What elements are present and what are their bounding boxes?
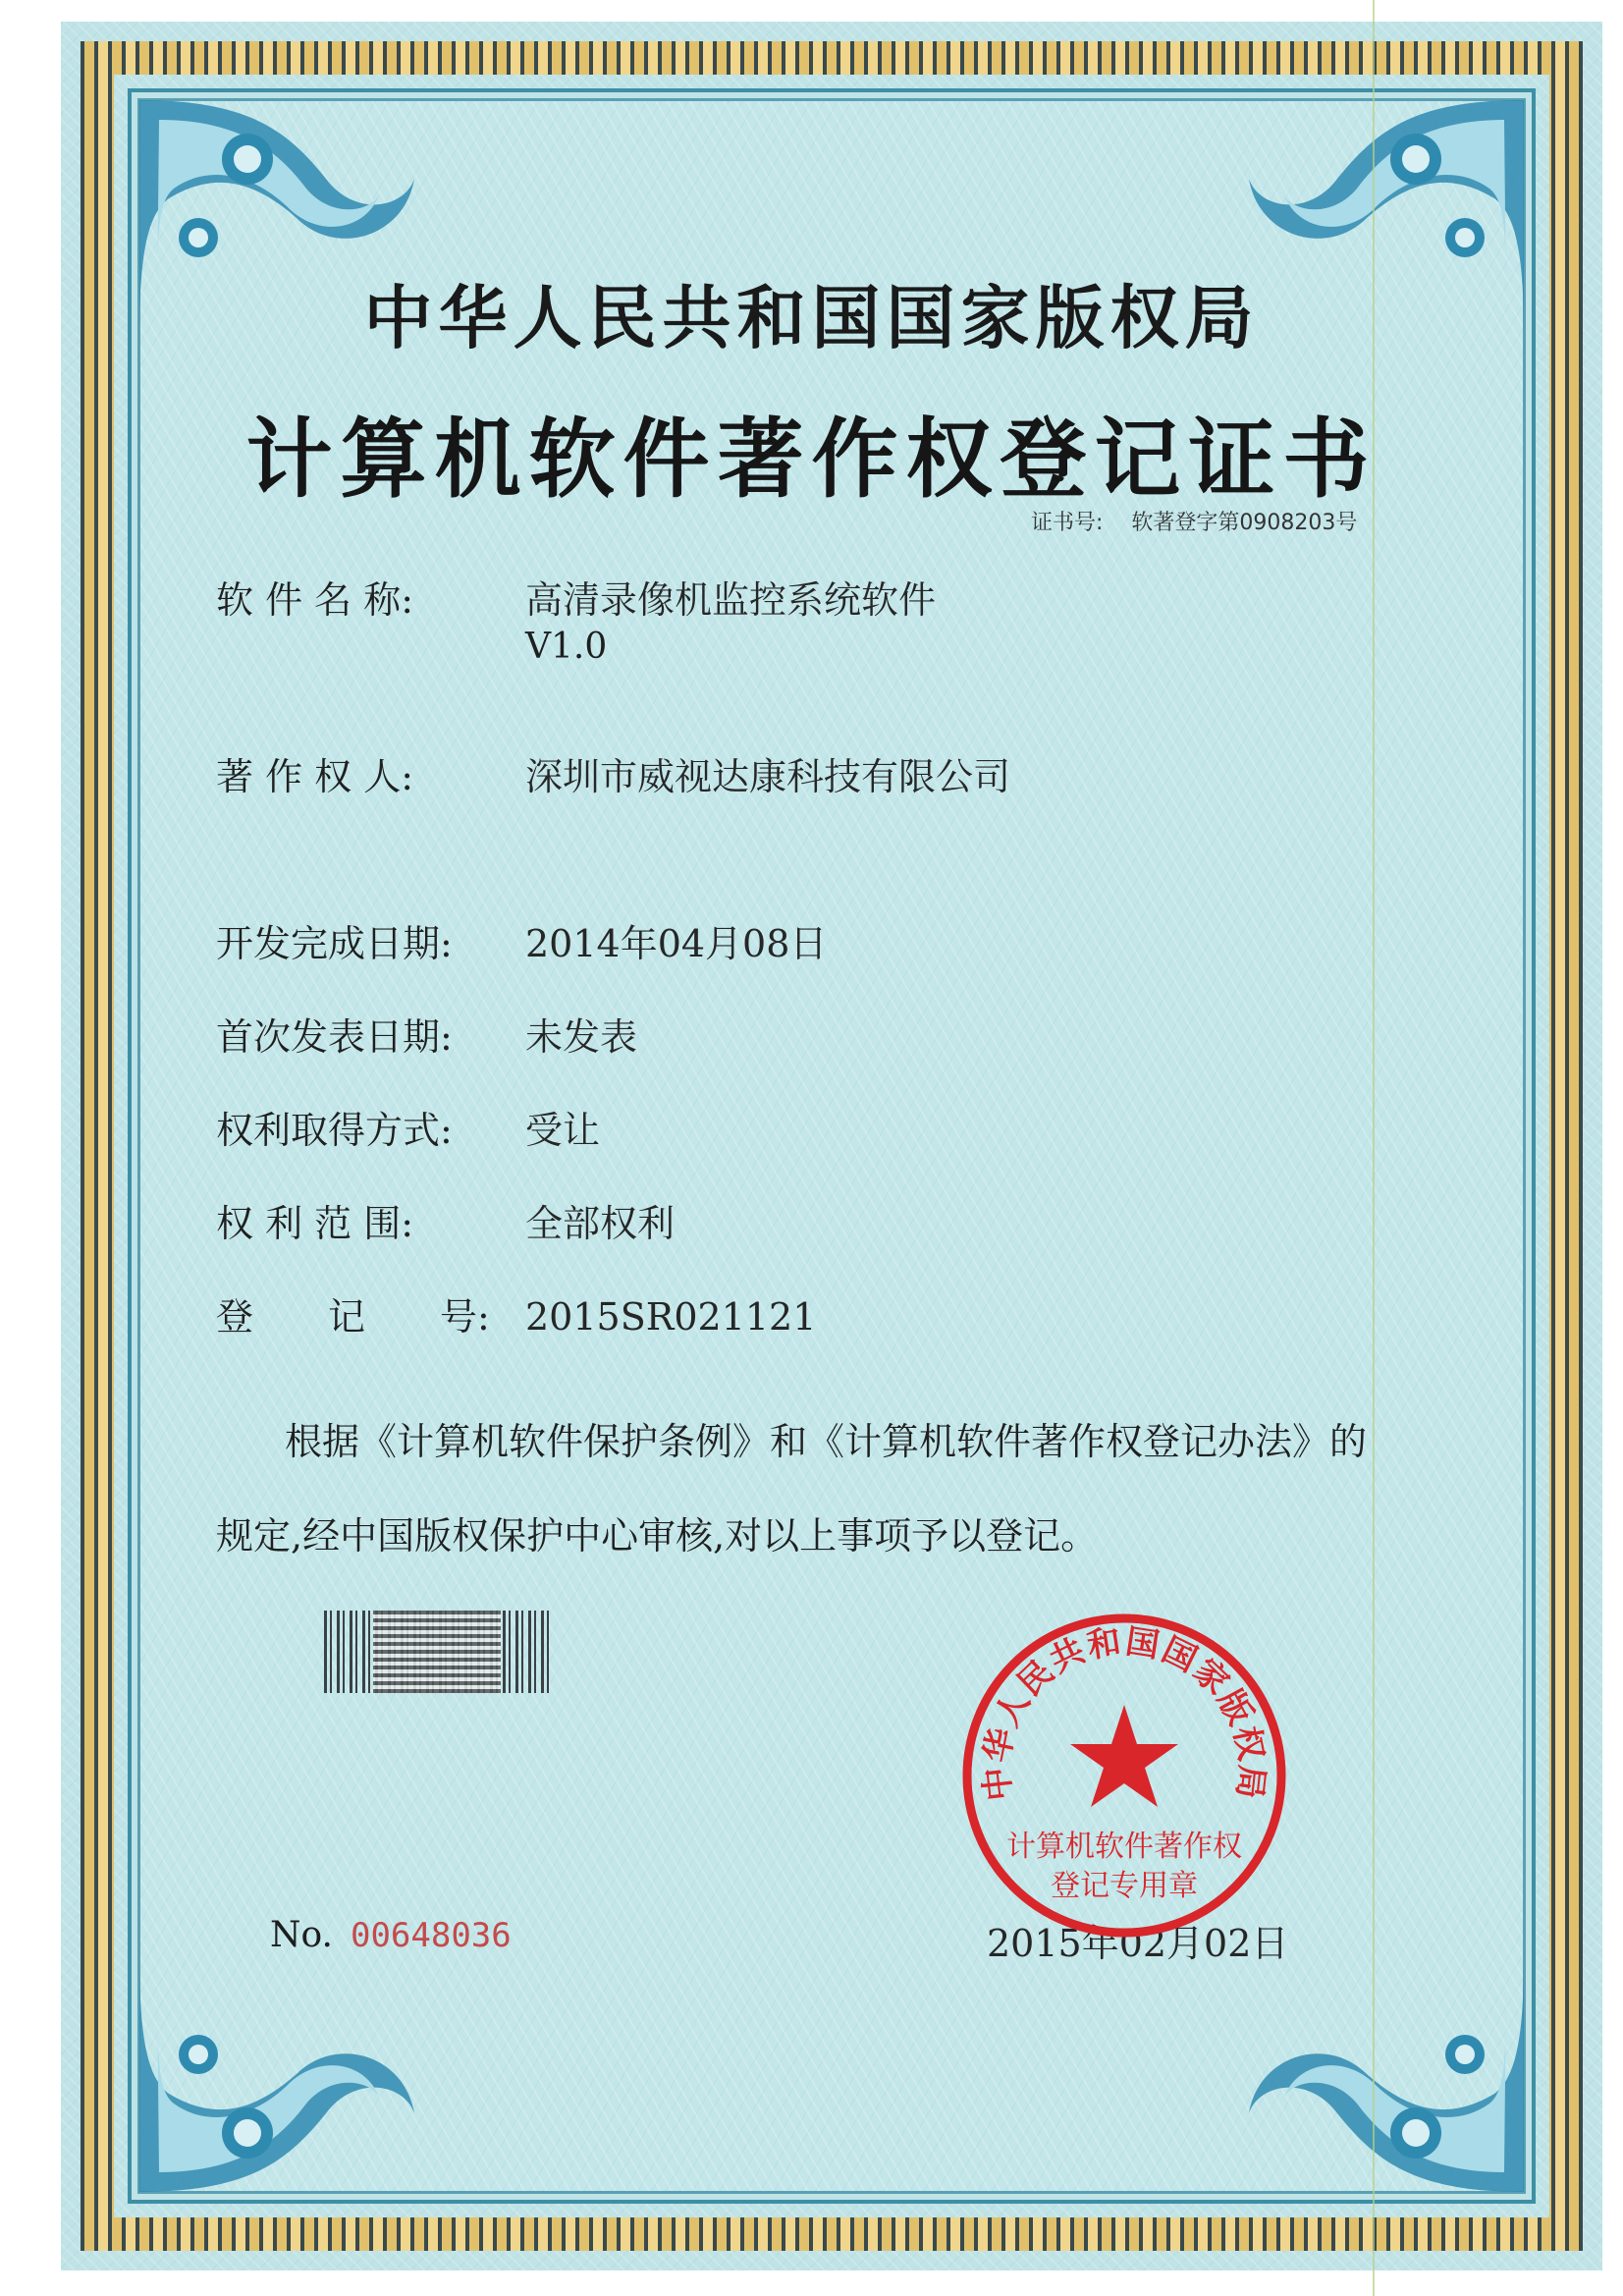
dev-completion-value: 2014年04月08日	[525, 922, 828, 965]
field-copyright-owner	[216, 746, 1010, 800]
official-seal	[957, 1609, 1291, 1942]
registration-no-value: 2015SR021121	[525, 1295, 817, 1339]
corner-ornament-icon	[1239, 1946, 1534, 2202]
rights-scope-label: 权 利 范 围:	[216, 1202, 414, 1245]
certificate-number-value: 软著登字第0908203号	[1131, 511, 1358, 535]
first-publication-label: 首次发表日期:	[216, 1015, 453, 1059]
copyright-owner-label: 著 作 权 人:	[216, 755, 414, 798]
statement-line-1: 根据《计算机软件保护条例》和《计算机软件著作权登记办法》的	[285, 1420, 1368, 1463]
rights-scope-value: 全部权利	[525, 1202, 676, 1245]
field-software-name	[216, 570, 937, 667]
seal-star-icon	[1070, 1705, 1178, 1807]
software-version: V1.0	[525, 627, 608, 667]
certificate-title: 计算机软件著作权登记证书	[245, 408, 1378, 510]
serial-number	[270, 1915, 512, 1955]
corner-ornament-icon	[130, 1946, 424, 2202]
software-name-value: 高清录像机监控系统软件	[525, 578, 937, 622]
dev-completion-label: 开发完成日期:	[216, 922, 453, 965]
field-first-publication	[216, 1007, 637, 1061]
statement-line-2: 规定,经中国版权保护中心审核,对以上事项予以登记。	[216, 1514, 1099, 1558]
field-dev-completion	[216, 913, 827, 967]
qr-code-icon	[373, 1611, 501, 1693]
seal-inner-line2: 登记专用章	[1051, 1869, 1198, 1903]
issuer-title: 中华人民共和国国家版权局	[363, 277, 1260, 358]
registration-no-label: 登 记 号:	[216, 1295, 490, 1339]
seal-inner-line1: 计算机软件著作权	[1006, 1830, 1242, 1864]
certificate-number	[1031, 506, 1357, 536]
software-name-label: 软 件 名 称:	[216, 578, 414, 622]
rights-acquisition-value: 受让	[525, 1109, 601, 1152]
field-rights-scope	[216, 1193, 675, 1247]
issue-date: 2015年02月02日	[987, 1922, 1289, 1965]
first-publication-value: 未发表	[525, 1015, 638, 1059]
barcode-icon	[324, 1611, 552, 1693]
seal-outer-text: 中华人民共和国国家版权局	[976, 1621, 1272, 1803]
serial-label: No.	[270, 1915, 333, 1955]
certificate-number-label: 证书号:	[1031, 511, 1104, 535]
copyright-owner-value: 深圳市威视达康科技有限公司	[525, 755, 1011, 798]
field-registration-no	[216, 1286, 816, 1340]
rights-acquisition-label: 权利取得方式:	[216, 1109, 453, 1152]
serial-value: 00648036	[350, 1916, 512, 1955]
field-rights-acquisition	[216, 1100, 600, 1154]
